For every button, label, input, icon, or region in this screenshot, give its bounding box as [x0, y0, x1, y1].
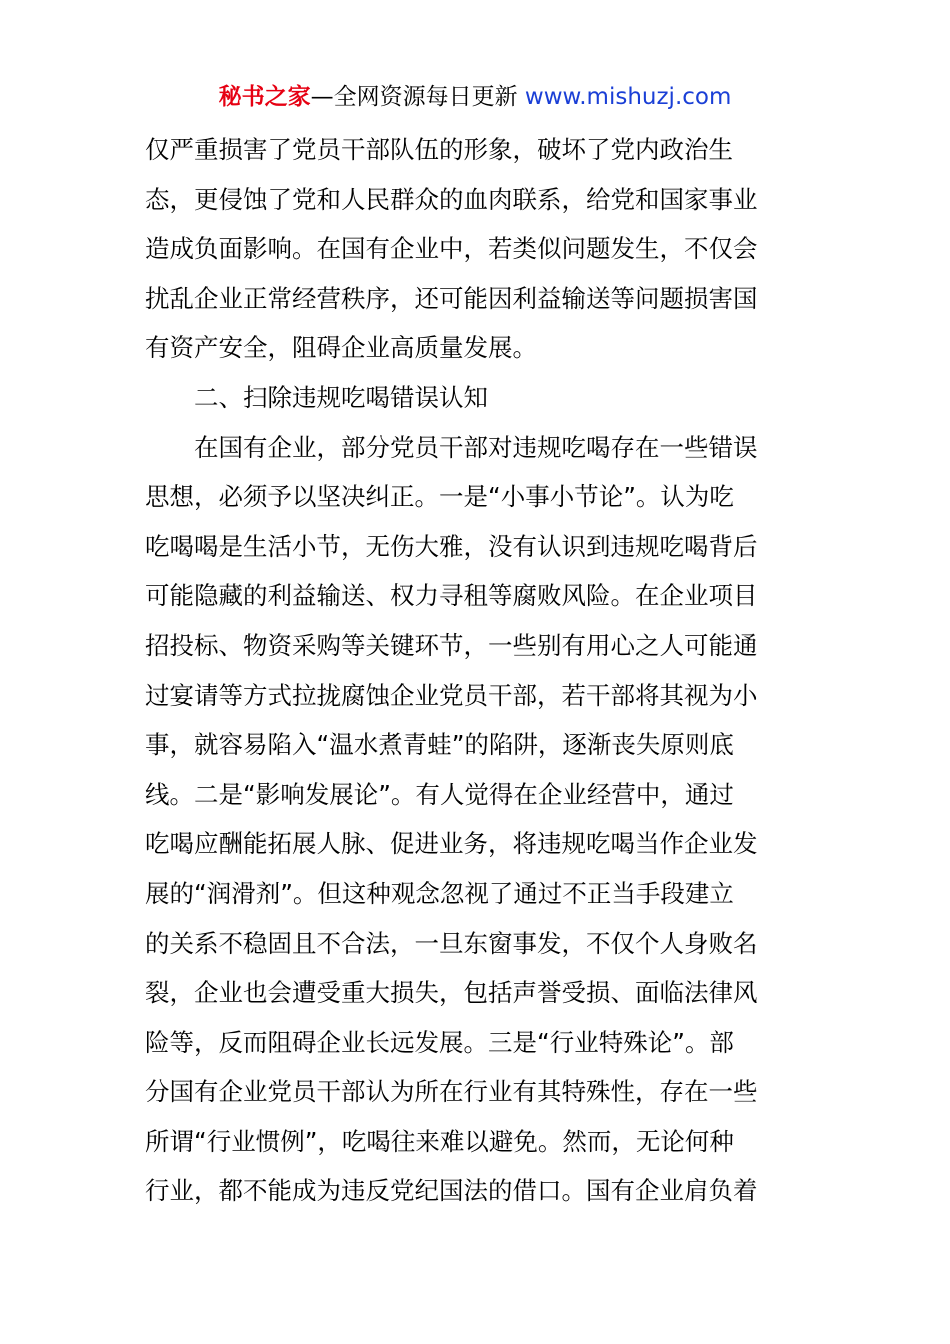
text-line: 的关系不稳固且不合法，一旦东窗事发，不仅个人身败名 [145, 928, 758, 958]
text-line: 险等，反而阻碍企业长远发展。三是“行业特殊论”。部 [145, 1027, 734, 1057]
text-line: 可能隐藏的利益输送、权力寻租等腐败风险。在企业项目 [145, 581, 758, 611]
text-line: 仅严重损害了党员干部队伍的形象，破坏了党内政治生 [145, 135, 733, 164]
text-line: 吃喝喝是生活小节，无伤大雅，没有认识到违规吃喝背后 [145, 531, 758, 561]
site-url-link[interactable]: www.mishuzj.com [524, 84, 732, 110]
text-line: 所谓“行业惯例”，吃喝往来难以避免。然而，无论何种 [145, 1126, 734, 1156]
text-line: 展的“润滑剂”。但这种观念忽视了通过不正当手段建立 [145, 878, 734, 908]
text-line: 吃喝应酬能拓展人脉、促进业务，将违规吃喝当作企业发 [145, 829, 758, 859]
text-line: 线。二是“影响发展论”。有人觉得在企业经营中，通过 [145, 779, 734, 809]
page-header [0, 80, 950, 114]
header-tagline: —全网资源每日更新 [310, 84, 525, 110]
text-line: 招投标、物资采购等关键环节，一些别有用心之人可能通 [145, 630, 758, 660]
brand-name: 秘书之家 [218, 84, 311, 110]
text-line: 行业，都不能成为违反党纪国法的借口。国有企业肩负着 [145, 1176, 758, 1206]
text-line: 过宴请等方式拉拢腐蚀企业党员干部，若干部将其视为小 [145, 680, 758, 710]
text-line: 在国有企业，部分党员干部对违规吃喝存在一些错误 [194, 432, 758, 462]
text-line: 扰乱企业正常经营秩序，还可能因利益输送等问题损害国 [145, 283, 758, 313]
text-line: 事，就容易陷入“温水煮青蛙”的陷阱，逐渐丧失原则底 [145, 730, 734, 760]
document-body [145, 125, 810, 1216]
text-line: 裂，企业也会遭受重大损失，包括声誉受损、面临法律风 [145, 978, 758, 1008]
text-line: 分国有企业党员干部认为所在行业有其特殊性，存在一些 [145, 1077, 758, 1107]
text-line: 思想，必须予以坚决纠正。一是“小事小节论”。认为吃 [145, 482, 734, 512]
text-line: 造成负面影响。在国有企业中，若类似问题发生，不仅会 [145, 234, 758, 264]
section-heading: 二、扫除违规吃喝错误认知 [194, 382, 488, 412]
text-line: 态，更侵蚀了党和人民群众的血肉联系，给党和国家事业 [145, 184, 758, 214]
text-line: 有资产安全，阻碍企业高质量发展。 [145, 333, 537, 363]
